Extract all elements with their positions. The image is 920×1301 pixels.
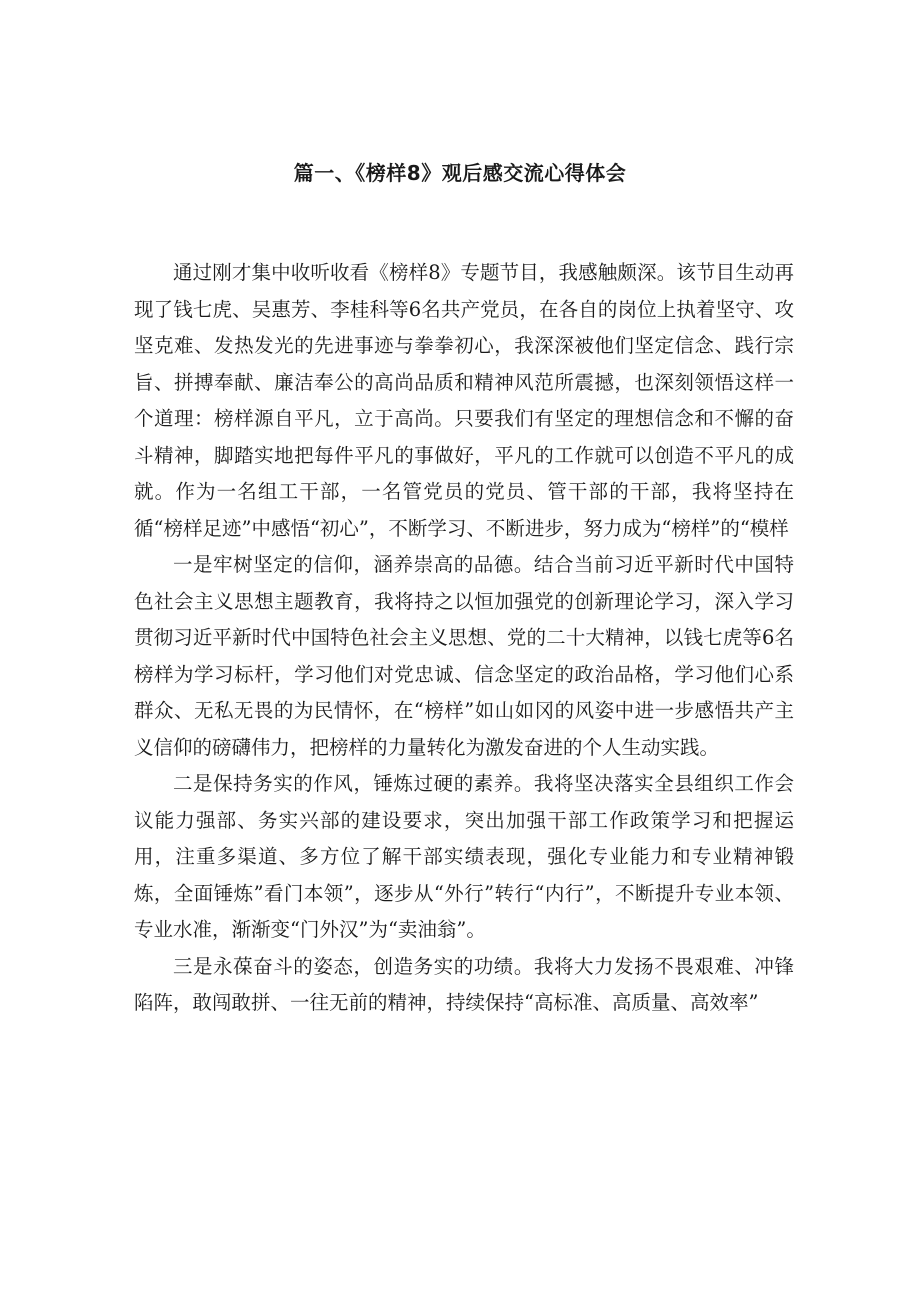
document-title: 篇一、《榜样8》观后感交流心得体会 [293,161,627,185]
document-body [134,255,794,1022]
paragraph-point-one: 一是牢树坚定的信仰，涵养崇高的品德。结合当前习近平新时代中国特色社会主义思想主题教育，我将持之以恒加强党的创新理论学习，深入学习贯彻习近平新时代中国特色社会主义思想、党的二十大精神，以钱七虎等6名榜样为学习标杆，学习他们对党忠诚、信念坚定的政治品格，学习他们心系群众、无私无畏的为民情怀，在“榜样”如山如冈的风姿中进一步感悟共产主义信仰的磅礴伟力，把榜样的力量转化为激发奋进的个人生动实践。 [134,553,794,759]
paragraph-point-two: 二是保持务实的作风，锤炼过硬的素养。我将坚决落实全县组织工作会议能力强部、务实兴部的建设要求，突出加强干部工作政策学习和把握运用，注重多渠道、多方位了解干部实绩表现，强化专业能力和专业精神锻炼，全面锤炼”看门本领”，逐步从“外行”转行“内行”，不断提升专业本领、专业水准，渐渐变“门外汉”为“卖油翁”。 [134,772,794,941]
paragraph-point-three: 三是永葆奋斗的姿态，创造务实的功绩。我将大力发扬不畏艰难、冲锋陷阵，敢闯敢拼、一往无前的精神，持续保持“高标准、高质量、高效率” [134,954,794,1014]
paragraph-intro: 通过刚才集中收听收看《榜样8》专题节目，我感触颇深。该节目生动再现了钱七虎、吴惠芳、李桂科等6名共产党员，在各自的岗位上执着坚守、攻坚克难、发热发光的先进事迹与拳拳初心，我深深被他们坚定信念、践行宗旨、拼搏奉献、廉洁奉公的高尚品质和精神风范所震撼，也深刻领悟这样一个道理：榜样源自平凡，立于高尚。只要我们有坚定的理想信念和不懈的奋斗精神，脚踏实地把每件平凡的事做好，平凡的工作就可以创造不平凡的成就。作为一名组工干部，一名管党员的党员、管干部的干部，我将坚持在循“榜样足迹”中感悟“初心”，不断学习、不断进步，努力成为“榜样”的“模样 [134,261,794,540]
